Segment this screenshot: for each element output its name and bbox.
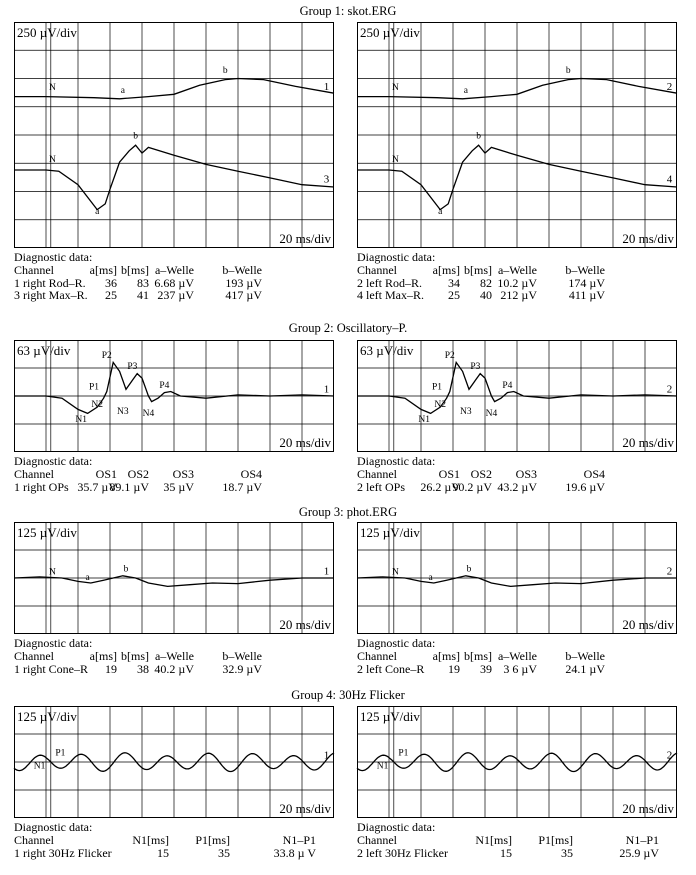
value-cell: 24.1 µV bbox=[565, 661, 605, 676]
peak-marker-label: a bbox=[120, 86, 125, 97]
value-cell: a–Welle bbox=[497, 649, 537, 663]
channel-number-label: 1 bbox=[323, 565, 330, 578]
peak-marker-label: N3 bbox=[459, 406, 472, 417]
channel-cell: 1 right 30Hz Flicker bbox=[14, 845, 112, 860]
value-cell: 25.9 µV bbox=[619, 845, 659, 860]
peak-marker-label: N bbox=[48, 82, 56, 93]
value-cell: a[ms] bbox=[432, 649, 460, 663]
value-cell: OS3 bbox=[172, 467, 194, 481]
erg-plot bbox=[14, 340, 334, 452]
value-cell: OS1 bbox=[95, 467, 117, 481]
erg-plot bbox=[357, 706, 677, 818]
peak-marker-label: P3 bbox=[470, 362, 481, 373]
group-title: Group 2: Oscillatory–P. bbox=[288, 321, 408, 335]
time-scale-label: 20 ms/div bbox=[279, 435, 331, 450]
value-cell: 40.2 µV bbox=[154, 661, 194, 676]
value-cell: 36 bbox=[105, 275, 117, 290]
value-cell: a–Welle bbox=[154, 263, 194, 277]
value-cell: N1[ms] bbox=[475, 833, 512, 847]
peak-marker-label: a bbox=[85, 573, 90, 584]
erg-plot-panel bbox=[357, 706, 677, 818]
amplitude-scale-label: 125 µV/div bbox=[360, 525, 420, 540]
table-row bbox=[14, 663, 334, 676]
peak-marker-label: P1 bbox=[88, 382, 100, 393]
peak-marker-label: b bbox=[476, 131, 481, 142]
erg-plot bbox=[357, 340, 677, 452]
diagnostic-data-table bbox=[14, 637, 334, 675]
value-cell: N1[ms] bbox=[132, 833, 169, 847]
peak-marker-label: N bbox=[391, 82, 399, 93]
peak-marker-label: N1 bbox=[33, 761, 46, 772]
peak-marker-label: N bbox=[48, 155, 56, 166]
peak-marker-label: P1 bbox=[431, 382, 443, 393]
table-header-row bbox=[14, 468, 334, 481]
amplitude-scale-label: 250 µV/div bbox=[360, 25, 420, 40]
time-scale-label: 20 ms/div bbox=[622, 231, 674, 246]
channel-cell: 2 left 30Hz Flicker bbox=[357, 845, 448, 860]
value-cell: 417 µV bbox=[225, 288, 262, 302]
diagnostic-data-label: Diagnostic data: bbox=[357, 250, 436, 264]
value-cell: 35.7 µV bbox=[77, 479, 117, 494]
peak-marker-label: b bbox=[466, 564, 472, 575]
diagnostic-data-table bbox=[14, 455, 334, 493]
peak-marker-label: N bbox=[48, 567, 56, 578]
time-scale-label: 20 ms/div bbox=[622, 435, 674, 450]
table-header-row bbox=[357, 468, 677, 481]
peak-marker-label: N3 bbox=[116, 406, 129, 417]
channel-number-label: 3 bbox=[323, 173, 330, 186]
value-cell: 15 bbox=[500, 845, 512, 860]
peak-marker-label: a bbox=[95, 207, 100, 218]
peak-marker-label: P4 bbox=[159, 381, 170, 392]
peak-marker-label: P4 bbox=[502, 381, 513, 392]
channel-number-label: 2 bbox=[666, 749, 673, 762]
amplitude-scale-label: 125 µV/div bbox=[360, 709, 420, 724]
amplitude-scale-label: 63 µV/div bbox=[360, 343, 414, 358]
table-row bbox=[14, 847, 334, 860]
erg-plot-panel bbox=[357, 522, 677, 634]
channel-cell: 2 left OPs bbox=[357, 479, 405, 494]
channel-cell: Channel bbox=[357, 467, 397, 481]
value-cell: N1–P1 bbox=[625, 833, 659, 847]
channel-cell: Channel bbox=[14, 467, 54, 481]
diagnostic-data-label: Diagnostic data: bbox=[14, 250, 93, 264]
time-scale-label: 20 ms/div bbox=[279, 801, 331, 816]
value-cell: a[ms] bbox=[432, 263, 460, 277]
value-cell: 35 bbox=[561, 845, 573, 860]
time-scale-label: 20 ms/div bbox=[279, 617, 331, 632]
value-cell: 32.9 µV bbox=[222, 661, 262, 676]
table-header-row bbox=[357, 264, 677, 277]
value-cell: OS1 bbox=[438, 467, 460, 481]
value-cell: P1[ms] bbox=[538, 833, 573, 847]
value-cell: a[ms] bbox=[89, 263, 117, 277]
channel-cell: 1 right Rod–R. bbox=[14, 275, 86, 290]
value-cell: a–Welle bbox=[154, 649, 194, 663]
value-cell: OS4 bbox=[240, 467, 262, 481]
channel-number-label: 2 bbox=[666, 383, 673, 396]
channel-cell: Channel bbox=[357, 263, 397, 277]
value-cell: 237 µV bbox=[157, 288, 194, 302]
value-cell: 39 bbox=[480, 661, 492, 676]
peak-marker-label: P3 bbox=[127, 362, 138, 373]
table-header-row bbox=[357, 834, 677, 847]
value-cell: 34 bbox=[448, 275, 460, 290]
time-scale-label: 20 ms/div bbox=[622, 617, 674, 632]
erg-plot-panel bbox=[357, 340, 677, 452]
value-cell: 3 6 µV bbox=[503, 661, 537, 676]
value-cell: 193 µV bbox=[225, 275, 262, 290]
value-cell: b[ms] bbox=[464, 649, 492, 663]
value-cell: b–Welle bbox=[565, 649, 605, 663]
value-cell: 82 bbox=[480, 275, 492, 290]
peak-marker-label: b bbox=[123, 564, 129, 575]
channel-cell: Channel bbox=[357, 649, 397, 663]
table-row bbox=[357, 663, 677, 676]
group-title: Group 3: phot.ERG bbox=[298, 505, 398, 519]
channel-cell: 1 right Cone–R bbox=[14, 661, 88, 676]
peak-marker-label: N1 bbox=[418, 414, 431, 425]
peak-marker-label: N bbox=[391, 567, 399, 578]
value-cell: 26.2 µV bbox=[420, 479, 460, 494]
erg-plot-panel bbox=[14, 340, 334, 452]
peak-marker-label: b bbox=[222, 65, 228, 76]
diagnostic-data-label: Diagnostic data: bbox=[357, 636, 436, 650]
value-cell: 18.7 µV bbox=[222, 479, 262, 494]
amplitude-scale-label: 125 µV/div bbox=[17, 709, 77, 724]
value-cell: b[ms] bbox=[464, 263, 492, 277]
erg-plot bbox=[14, 22, 334, 248]
erg-plot-panel bbox=[14, 22, 334, 248]
erg-plot bbox=[357, 522, 677, 634]
channel-cell: 4 left Max–R. bbox=[357, 288, 424, 302]
peak-marker-label: a bbox=[428, 573, 433, 584]
diagnostic-data-table bbox=[14, 821, 334, 859]
channel-cell: 2 left Rod–R. bbox=[357, 275, 422, 290]
channel-cell: 1 right OPs bbox=[14, 479, 69, 494]
diagnostic-data-table bbox=[357, 821, 677, 859]
peak-marker-label: P1 bbox=[55, 748, 66, 759]
value-cell: 41 bbox=[137, 288, 149, 302]
peak-marker-label: N2 bbox=[434, 400, 447, 411]
channel-cell: 2 left Cone–R bbox=[357, 661, 425, 676]
value-cell: 6.68 µV bbox=[154, 275, 194, 290]
value-cell: 35 bbox=[218, 845, 230, 860]
group-title: Group 1: skot.ERG bbox=[299, 4, 397, 18]
value-cell: 411 µV bbox=[568, 288, 605, 302]
diagnostic-data-label: Diagnostic data: bbox=[14, 454, 93, 468]
peak-marker-label: a bbox=[438, 207, 443, 218]
value-cell: 25 bbox=[448, 288, 460, 302]
value-cell: OS4 bbox=[583, 467, 605, 481]
peak-marker-label: N4 bbox=[485, 409, 498, 420]
peak-marker-label: N bbox=[391, 155, 399, 166]
table-row bbox=[357, 481, 677, 494]
channel-number-label: 1 bbox=[323, 749, 330, 762]
erg-plot bbox=[357, 22, 677, 248]
peak-marker-label: P1 bbox=[398, 748, 409, 759]
erg-plot bbox=[14, 706, 334, 818]
value-cell: 15 bbox=[157, 845, 169, 860]
channel-number-label: 2 bbox=[666, 80, 673, 93]
value-cell: OS2 bbox=[470, 467, 492, 481]
value-cell: OS2 bbox=[127, 467, 149, 481]
diagnostic-data-table bbox=[357, 455, 677, 493]
channel-number-label: 2 bbox=[666, 565, 673, 578]
diagnostic-data-table bbox=[357, 637, 677, 675]
value-cell: b[ms] bbox=[121, 649, 149, 663]
diagnostic-data-label: Diagnostic data: bbox=[357, 820, 436, 834]
table-row bbox=[357, 289, 677, 302]
value-cell: 40 bbox=[480, 288, 492, 302]
group-title: Group 4: 30Hz Flicker bbox=[291, 688, 405, 702]
value-cell: 35 µV bbox=[163, 479, 194, 494]
channel-cell: Channel bbox=[14, 263, 54, 277]
diagnostic-data-table bbox=[357, 251, 677, 302]
amplitude-scale-label: 250 µV/div bbox=[17, 25, 77, 40]
value-cell: 19.6 µV bbox=[565, 479, 605, 494]
value-cell: 174 µV bbox=[568, 275, 605, 290]
erg-plot-panel bbox=[14, 706, 334, 818]
value-cell: 25 bbox=[105, 288, 117, 302]
table-header-row bbox=[14, 650, 334, 663]
value-cell: P1[ms] bbox=[195, 833, 230, 847]
value-cell: 89.1 µV bbox=[109, 479, 149, 494]
value-cell: b[ms] bbox=[121, 263, 149, 277]
table-header-row bbox=[14, 834, 334, 847]
diagnostic-data-label: Diagnostic data: bbox=[14, 820, 93, 834]
value-cell: 10.2 µV bbox=[497, 275, 537, 290]
table-header-row bbox=[14, 264, 334, 277]
erg-plot bbox=[14, 522, 334, 634]
peak-marker-label: a bbox=[463, 86, 468, 97]
peak-marker-label: P2 bbox=[444, 350, 455, 361]
channel-cell: Channel bbox=[14, 833, 54, 847]
peak-marker-label: b bbox=[133, 131, 138, 142]
table-header-row bbox=[357, 650, 677, 663]
time-scale-label: 20 ms/div bbox=[622, 801, 674, 816]
peak-marker-label: N1 bbox=[376, 761, 389, 772]
peak-marker-label: N2 bbox=[91, 400, 104, 411]
channel-cell: 3 right Max–R. bbox=[14, 288, 88, 302]
channel-number-label: 1 bbox=[323, 383, 330, 396]
peak-marker-label: P2 bbox=[101, 350, 112, 361]
value-cell: a[ms] bbox=[89, 649, 117, 663]
erg-plot-panel bbox=[14, 522, 334, 634]
diagnostic-data-table bbox=[14, 251, 334, 302]
value-cell: 43.2 µV bbox=[497, 479, 537, 494]
diagnostic-data-label: Diagnostic data: bbox=[357, 454, 436, 468]
value-cell: OS3 bbox=[515, 467, 537, 481]
erg-plot-panel bbox=[357, 22, 677, 248]
channel-number-label: 1 bbox=[323, 80, 330, 93]
amplitude-scale-label: 63 µV/div bbox=[17, 343, 71, 358]
time-scale-label: 20 ms/div bbox=[279, 231, 331, 246]
diagnostic-data-label: Diagnostic data: bbox=[14, 636, 93, 650]
value-cell: 19 bbox=[448, 661, 460, 676]
value-cell: b–Welle bbox=[222, 649, 262, 663]
value-cell: 83 bbox=[137, 275, 149, 290]
channel-cell: Channel bbox=[357, 833, 397, 847]
value-cell: b–Welle bbox=[565, 263, 605, 277]
value-cell: 33.8 µ V bbox=[273, 845, 316, 860]
value-cell: 90.2 µV bbox=[452, 479, 492, 494]
value-cell: 212 µV bbox=[500, 288, 537, 302]
peak-marker-label: N1 bbox=[75, 414, 88, 425]
peak-marker-label: b bbox=[565, 65, 571, 76]
value-cell: a–Welle bbox=[497, 263, 537, 277]
table-row bbox=[14, 481, 334, 494]
channel-cell: Channel bbox=[14, 649, 54, 663]
value-cell: 38 bbox=[137, 661, 149, 676]
channel-number-label: 4 bbox=[666, 173, 673, 186]
value-cell: N1–P1 bbox=[282, 833, 316, 847]
amplitude-scale-label: 125 µV/div bbox=[17, 525, 77, 540]
table-row bbox=[14, 289, 334, 302]
peak-marker-label: N4 bbox=[142, 409, 155, 420]
value-cell: b–Welle bbox=[222, 263, 262, 277]
table-row bbox=[357, 847, 677, 860]
value-cell: 19 bbox=[105, 661, 117, 676]
